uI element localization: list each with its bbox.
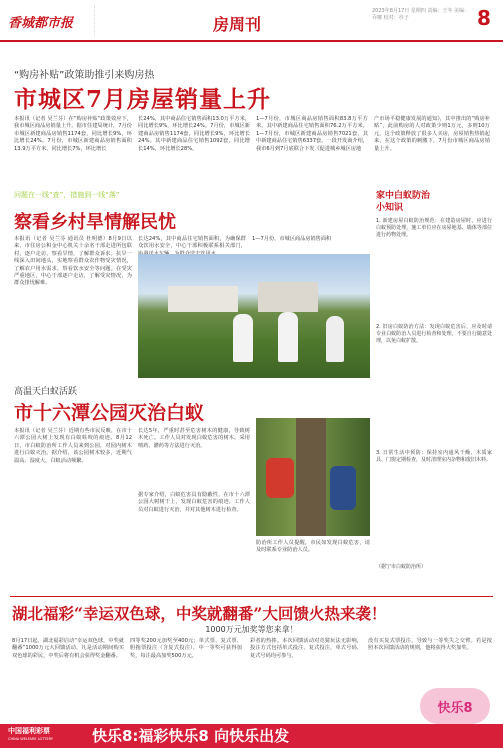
- sidebar-title: 家中白蚁防治小知识: [376, 191, 431, 213]
- termite-tips-sidebar: [376, 190, 492, 611]
- brand-divider: [94, 6, 102, 36]
- kuaile8-badge: [420, 688, 490, 724]
- article-body-col2: 长24%，其中商品住宅销售面积13.0万平方米，同比增长9%，环比增长24%。7月份，市城区新建商品房销售1174套，同比增长9%，环比增长24%。其中新建商品住宅销售1092套，同比增长14%，环比增长28%。: [138, 116, 250, 152]
- article-body-col1: 本报讯（记者 吴兰芬 通讯员 杜明德）8月9日以来，市住房公积金中心机关十余名干部走进所包联村，逐户走访，察看旱情，了解群众诉求。抗旱一线深入田间地头，实地察看群众农作物受灾情况，了解农户用水需求，察看饮水安全等问题。在受灾严重地区，中心干部逐户走访，了解受灾情况，为群众排忧解难。: [14, 236, 132, 287]
- dateline: 2023年8月17日 星期四 责编：王冬 美编：乔娜 校对：谷子: [372, 8, 470, 21]
- article-kicker: “购房补贴”政策助推引来购房热: [14, 70, 155, 81]
- person-figure: [326, 316, 344, 362]
- article-body-col2: 长达5年，严重时甚至危害树木的健康，导致树木死亡。工作人员对发现白蚁危害的树木，采用喷药、灌药等方法进行灭治。: [138, 428, 250, 449]
- person-figure: [278, 312, 298, 362]
- lottery-body-col1: 8月17日起，湖北福彩启动“幸运双色球，中奖就翻番”1000万元大回馈活动，凡是活动期间购买双色球的彩民，中奖后将有机会获得奖金翻番。: [12, 638, 124, 659]
- sidebar-source: （据宁市白蚁防治所）: [376, 564, 427, 570]
- article-drought-visit: [14, 190, 370, 380]
- ad-divider: [10, 596, 493, 597]
- newspaper-brand: 香城都市报: [8, 16, 74, 31]
- page-header: [0, 0, 503, 44]
- article-body-col1: 本报讯（记者 吴兰芬）近期有些市民反映，在市十六潭公园大树上发现有白蚁蛀咬的痕迹。8月12日，市白蚁防治所工作人员来到公园，对园内树木进行白蚁灭治。据介绍，该公园树木较多，近期气温高、湿度大，白蚁活动频繁。: [14, 428, 132, 464]
- logo-subtext: CHINA WELFARE LOTTERY: [8, 737, 54, 741]
- sidebar-item: 3. 日常生活中预防：保持室内通风干燥，木质家具、门窗定期检查，及时清理室内杂物和废旧木料。: [376, 450, 492, 463]
- worker-figure: [330, 466, 356, 510]
- header-rule: [0, 40, 503, 42]
- article-kicker: 问题在一线“查”，措施到一线“落”: [14, 191, 120, 199]
- lottery-banner: [0, 724, 503, 748]
- worker-figure: [266, 458, 294, 498]
- article-body-col3: 1—7月份，市城区商品房销售面积83.8万平方米，其中新建商品住宅销售面积76.2万平方米。1—7月份，市城区新建商品房销售7021套，其中新建商品住宅销售6337套。一段开发商介绍，我市6月到7月底联合下发《促进城乡城区房地: [256, 116, 368, 152]
- page-number: 8: [477, 6, 491, 30]
- article-body-col3: 1—7月份，市城区商品房销售面积: [252, 236, 332, 242]
- article-body-col1: 本报讯（记者 吴兰芬）在“购房补贴”政策效应下，我市城区商品房销量上升。据市住建局统计，7月份市城区新建商品房销售1174套，同比增长9%，环比增长24%。7月份，市城区新建商品房销售面积13.9万平方米，同比增长7%，环比增长: [14, 116, 132, 152]
- tree-trunk: [296, 418, 326, 536]
- lottery-advertisement: [0, 596, 503, 748]
- lottery-body-col2: 四等奖200元加奖至400元；单式票、复式票、胆拖票投注（含复式投注），中一等奖可获得加奖，每注最高加奖500万元。: [130, 638, 242, 659]
- lottery-body-col3: 彩者的热捧。本次回馈活动对竞猜玩法无影响，投注方式包括单式投注、复式投注，单式号码、复式号码均可参与。: [250, 638, 362, 659]
- lottery-headline: 湖北福彩“幸运双色球，中奖就翻番”大回馈火热来袭！: [12, 604, 387, 623]
- person-figure: [233, 314, 253, 362]
- section-title: 房周刊: [213, 15, 262, 34]
- farmhouse: [168, 286, 238, 312]
- article-kicker: 高温天白蚁活跃: [14, 387, 78, 397]
- lottery-body-col4: 没有买复式票投注，导致与一等奖失之交臂。若是按照本次回馈活动的规则，他将获得大奖加奖。: [368, 638, 492, 652]
- lottery-subhead: 1000万元加奖等您来拿！: [205, 625, 298, 634]
- article-housing-sales: [14, 66, 490, 184]
- article-body-col4: 防治所工作人员提醒，市民如发现白蚁危害，请及时联系专业防治人员。: [256, 540, 370, 554]
- termite-treatment-photo: [256, 418, 370, 536]
- banner-slogan: 快乐8:福彩快乐8 向快乐出发: [92, 727, 290, 745]
- article-body-col3: 据专家介绍，白蚁危害具有隐蔽性，在市十六潭公园大树树干上，发现白蚁危害的痕迹。工作人员对白蚁进行灭治，并对其他树木进行检查。: [138, 492, 250, 513]
- sidebar-item: 1. 新建房屋白蚁防治规范：在建造房屋时，应进行白蚁预防处理，施工单位应在房屋地基、墙体等部位进行药物处理。: [376, 218, 492, 238]
- sidebar-item: 2. 旧房白蚁防治方法：发现白蚁危害后，应及时请专业白蚁防治人员进行检查和处理，不要自行随意处理，以免白蚁扩散。: [376, 324, 492, 344]
- farmhouse: [258, 282, 318, 312]
- article-body-col4: 产市场平稳健康发展的通知》，其中推出的“购房补贴”，此前购房的人对政策少则1万元，多则10万元，这个政策释放了很多人买房，房屋销售热销起来，在这个政策的刺激下，7月份市城区商品房销量上升。: [374, 116, 490, 152]
- field-inspection-photo: [138, 254, 370, 378]
- logo-text: 中国福利彩票: [8, 727, 50, 735]
- article-body-col2: 长达24%，其中商品住宅销售面积，为确保群众饮用水安全，中心干部积极联系相关部门，: [138, 236, 246, 250]
- article-headline: 市城区7月房屋销量上升: [14, 86, 272, 113]
- article-headline: 察看乡村旱情解民忧: [14, 212, 176, 233]
- welfare-lottery-logo: [8, 727, 88, 745]
- article-headline: 市十六潭公园灭治白蚁: [14, 402, 205, 424]
- article-termite-control: [14, 384, 370, 592]
- kuaile8-badge-text: 快乐8: [437, 700, 473, 716]
